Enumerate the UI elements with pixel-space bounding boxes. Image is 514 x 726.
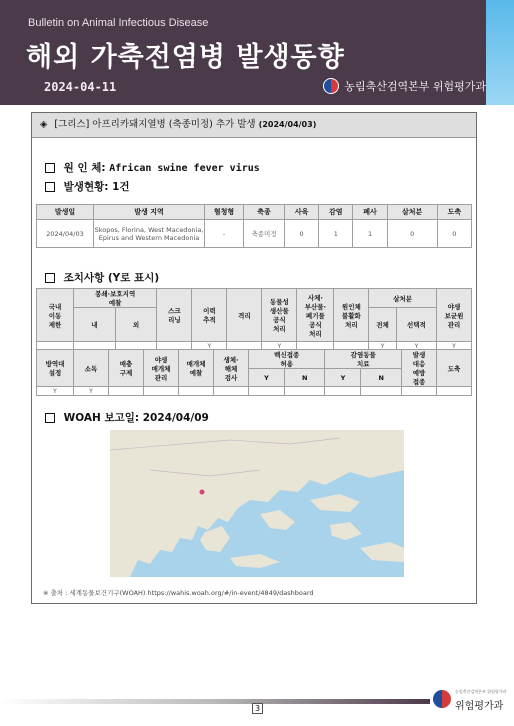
- table-row: [37, 387, 472, 396]
- woah-line: [45, 410, 209, 425]
- col-header: 이력 추적: [192, 289, 227, 342]
- table-cell: 0: [387, 220, 437, 248]
- col-header: 야생 매개체 관리: [144, 350, 179, 387]
- col-header: Y: [249, 369, 285, 387]
- table-cell: [437, 387, 472, 396]
- table-cell: [109, 387, 144, 396]
- issue-date: 2024-04-11: [44, 80, 117, 94]
- table-cell: [249, 387, 285, 396]
- col-header: 국내 이동 제한: [37, 289, 74, 342]
- col-header: 백신접종 허용: [249, 350, 325, 369]
- col-header: 살처분: [387, 205, 437, 220]
- col-header: 전체: [369, 308, 396, 342]
- source-note: ※ 출처 : 세계동물보건기구(WOAH) https://wahis.woah.org/#/in-event/4849/dashboard: [43, 589, 314, 597]
- table-cell: 1: [319, 220, 353, 248]
- diamond-icon: ◈: [40, 119, 48, 130]
- table-cell: Y: [37, 387, 74, 396]
- page-number: 3: [252, 703, 263, 714]
- col-header: 살처분: [369, 289, 437, 308]
- org-emblem-icon: [323, 78, 339, 94]
- org-name: 농림축산검역본부 위험평가과: [344, 80, 486, 93]
- table-cell: Y: [369, 342, 396, 351]
- checkbox-icon: [45, 182, 55, 192]
- checkbox-icon: [45, 413, 55, 423]
- report-title-date: (2024/04/03): [258, 120, 317, 129]
- outbreak-line: [45, 179, 130, 194]
- col-header: Y: [325, 369, 361, 387]
- outbreak-marker-icon: [200, 490, 205, 495]
- table-cell: 0: [285, 220, 319, 248]
- col-header: 야생 보균원 관리: [437, 289, 472, 342]
- agent-label: 원 인 체:: [63, 162, 106, 174]
- table-cell: [144, 387, 179, 396]
- col-header: 소독: [74, 350, 109, 387]
- table-cell: [284, 387, 325, 396]
- col-header: 봉쇄·보호지역 예찰: [74, 289, 157, 308]
- table-cell: Skopos, Florina, West Macedonia, Epirus and Western Macedonia: [94, 220, 205, 248]
- col-header: 사체· 부산물· 폐기물 공식 처리: [297, 289, 334, 342]
- checkbox-icon: [45, 273, 55, 283]
- col-header: 도축: [437, 350, 472, 387]
- bulletin-label: Bulletin on Animal Infectious Disease: [28, 17, 209, 29]
- footer-divider: [0, 699, 430, 704]
- table-cell: 0: [437, 220, 471, 248]
- footer-emblem-icon: [433, 690, 451, 708]
- col-header: 감염: [319, 205, 353, 220]
- page-header: [0, 0, 514, 105]
- table-cell: Y: [74, 387, 109, 396]
- table-cell: [214, 387, 249, 396]
- measures-label: 조치사항 (Y로 표시): [63, 272, 160, 284]
- col-header: 선택적: [396, 308, 436, 342]
- agent-value: African swine fever virus: [109, 163, 260, 174]
- footer-dept: 위험평가과: [455, 701, 504, 712]
- agent-line: [45, 160, 260, 175]
- report-title-bar: [32, 113, 476, 138]
- measures-table-1: [36, 288, 472, 351]
- map-image: [110, 430, 404, 577]
- table-cell: Y: [437, 342, 472, 351]
- table-cell: Y: [262, 342, 297, 351]
- header-accent: [486, 0, 514, 105]
- table-cell: 축종미정: [244, 220, 285, 248]
- col-header: 격리: [227, 289, 262, 342]
- col-header: N: [361, 369, 402, 387]
- col-header: 도축: [437, 205, 471, 220]
- col-header: 원인체 불활화 처리: [334, 289, 369, 342]
- outbreak-table: [36, 204, 472, 248]
- page-title: 해외 가축전염병 발생동향: [26, 42, 345, 73]
- col-header: 방역대 설정: [37, 350, 74, 387]
- col-header: 혈청형: [205, 205, 244, 220]
- checkbox-icon: [45, 163, 55, 173]
- col-header: 스크 리닝: [157, 289, 192, 342]
- col-header: 축종: [244, 205, 285, 220]
- woah-date: WOAH 보고일: 2024/04/09: [63, 412, 209, 424]
- col-header: 내: [74, 308, 116, 342]
- outbreak-value: 1건: [112, 181, 130, 193]
- outbreak-label: 발생현황:: [63, 181, 109, 193]
- col-header: 발생일: [37, 205, 94, 220]
- table-cell: [402, 387, 437, 396]
- measures-line: [45, 270, 159, 285]
- col-header: 동물성 생산물 공식 처리: [262, 289, 297, 342]
- col-header: 매개체 예찰: [179, 350, 214, 387]
- table-cell: Y: [192, 342, 227, 351]
- col-header: N: [284, 369, 325, 387]
- table-row: [37, 220, 472, 248]
- report-title: [그리스] 아프리카돼지열병 (축종미정) 추가 발생: [54, 119, 256, 130]
- table-cell: [179, 387, 214, 396]
- org-logo: [323, 78, 486, 94]
- table-cell: -: [205, 220, 244, 248]
- col-header: 사육: [285, 205, 319, 220]
- col-header: 감염동물 치료: [325, 350, 402, 369]
- col-header: 매충 구제: [109, 350, 144, 387]
- col-header: 발생 대응 예방 접종: [402, 350, 437, 387]
- outbreak-map[interactable]: [110, 430, 404, 577]
- table-cell: 2024/04/03: [37, 220, 94, 248]
- footer-org: 농림축산검역본부 위험평가과: [455, 689, 507, 694]
- col-header: 외: [115, 308, 157, 342]
- measures-table-2: [36, 349, 472, 396]
- table-cell: [361, 387, 402, 396]
- col-header: 생체· 해체 검사: [214, 350, 249, 387]
- table-cell: [325, 387, 361, 396]
- col-header: 폐사: [353, 205, 387, 220]
- table-cell: 1: [353, 220, 387, 248]
- table-cell: Y: [396, 342, 436, 351]
- col-header: 발생 지역: [94, 205, 205, 220]
